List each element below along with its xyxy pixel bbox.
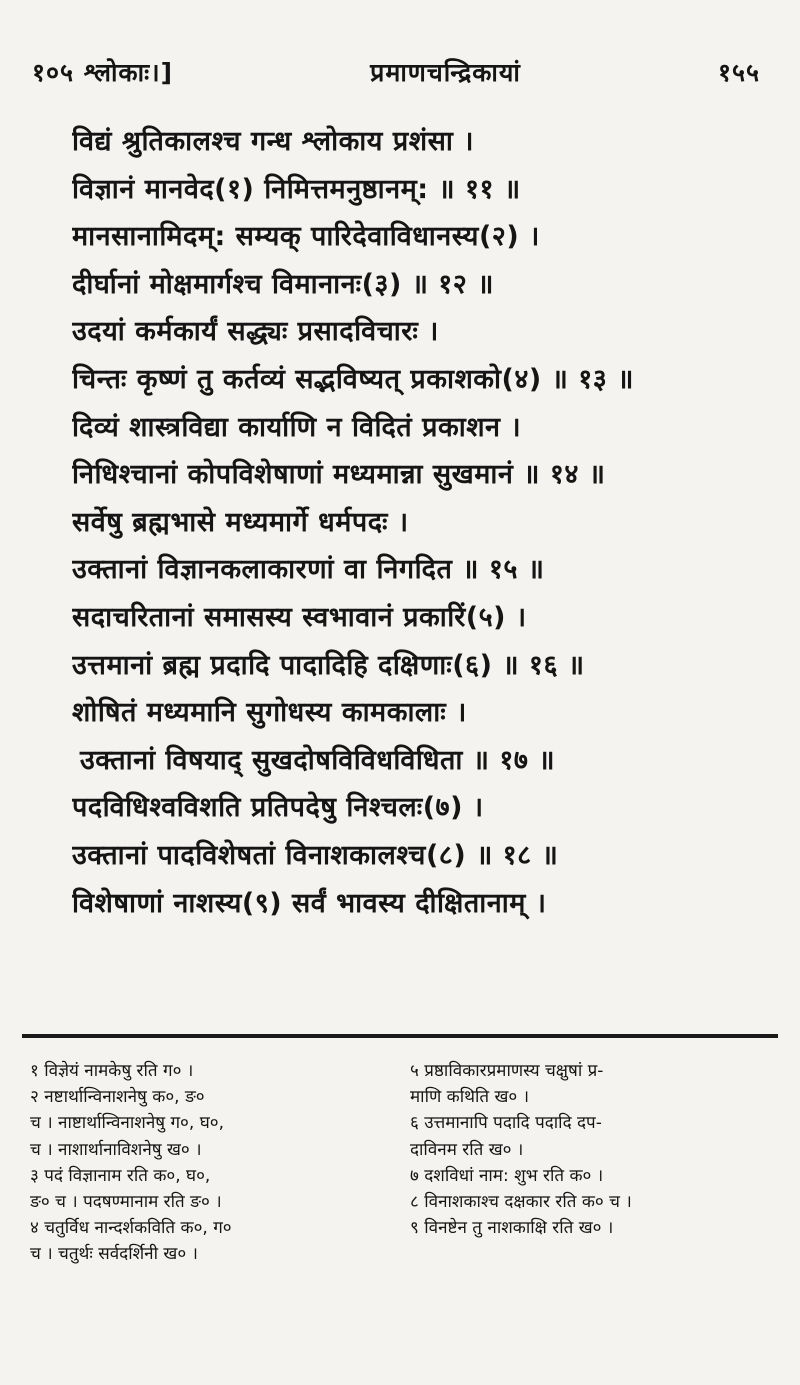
header-title: प्रमाणचन्द्रिकायां	[370, 58, 521, 87]
footnote-line: ५ प्रष्ठाविकारप्रमाणस्य चक्षुषां प्र-	[410, 1061, 604, 1081]
running-header	[32, 52, 760, 92]
footnote-line: ९ विनष्टेन तु नाशकाक्षि रति ख० ।	[410, 1218, 614, 1239]
footnote-line: ८ विनाशकाश्च दक्षकार रति क० च ।	[410, 1191, 632, 1212]
footnote-line: च । चतुर्थः सर्वदर्शिनी ख० ।	[30, 1244, 198, 1265]
verse-line: विशेषाणां नाशस्य(९) सर्वं भावस्य दीक्षितानाम् ।	[72, 887, 547, 919]
verse-line: सर्वेषु ब्रह्मभासे मध्यमार्गे धर्मपदः ।	[72, 506, 409, 538]
footnote-separator-rule	[22, 1034, 778, 1038]
footnote-line: १ विज्ञेयं नामकेषु रति ग० ।	[30, 1061, 194, 1081]
footnote-line: ४ चतुर्विध नान्दर्शकविति क०, ग०	[30, 1218, 232, 1239]
verse-line: सदाचरितानां समासस्य स्वभावानं प्रकारिं(५) ।	[72, 601, 527, 633]
footnote-line: च । नाष्टार्थान्विनाशनेषु ग०, घ०,	[30, 1113, 224, 1134]
verse-line: चिन्तः कृष्णं तु कर्तव्यं सद्भविष्यत् प्रकाशको(४) ॥ १३ ॥	[72, 363, 634, 395]
verse-line: उत्तमानां ब्रह्म प्रदादि पादादिहि दक्षिणाः(६) ॥ १६ ॥	[72, 649, 585, 681]
footnote-line: ङ० च । पदषण्मानाम रति ङ० ।	[30, 1191, 222, 1212]
footnote-line: च । नाशार्थानाविशनेषु ख० ।	[30, 1139, 202, 1160]
footnotes-left-column	[30, 1058, 390, 1268]
verse-line: उक्तानां विषयाद् सुखदोषविविधविधिता ॥ १७ ॥	[80, 744, 556, 776]
verse-line: पदविधिश्वविशति प्रतिपदेषु निश्चलः(७) ।	[72, 792, 484, 824]
verse-block	[72, 118, 730, 927]
verse-line: उदयां कर्मकार्यं सद्ध्यः प्रसादविचारः ।	[72, 316, 439, 348]
verse-line: उक्तानां पादविशेषतां विनाशकालश्च(८) ॥ १८ ॥	[72, 839, 559, 871]
footnote-line: २ नष्टार्थान्विनाशनेषु क०, ङ०	[30, 1087, 205, 1108]
verse-line: विद्यं श्रुतिकालश्च गन्ध श्लोकाय प्रशंसा ।	[72, 126, 474, 157]
footnotes-right-column	[410, 1058, 770, 1268]
verse-line: शोषितं मध्यमानि सुगोधस्य कामकालाः ।	[72, 697, 467, 729]
footnote-line: ३ पदं विज्ञानाम रति क०, घ०,	[30, 1165, 211, 1186]
verse-line: उक्तानां विज्ञानकलाकारणां वा निगदित ॥ १५ ॥	[72, 554, 545, 586]
header-page-number: १५५	[717, 58, 760, 87]
verse-line: दिव्यं शास्त्रविद्या कार्याणि न विदितं प्रकाशन ।	[72, 411, 522, 443]
header-page-ref: १०५ श्लोकाः।]	[32, 58, 174, 87]
footnote-line: ७ दशविधां नाम: शुभ रति क० ।	[410, 1165, 604, 1186]
verse-line: दीर्घानां मोक्षमार्गश्च विमानानः(३) ॥ १२ ॥	[72, 268, 494, 300]
footnote-line: ६ उत्तमानापि पदादि पदादि दप-	[410, 1113, 602, 1134]
verse-line: निधिश्चानां कोपविशेषाणां मध्यमान्ना सुखमानं ॥ १४ ॥	[72, 459, 606, 491]
verse-line: विज्ञानं मानवेद(१) निमित्तमनुष्ठानम्: ॥ ११ ॥	[72, 173, 521, 205]
footnote-line: माणि कथिति ख० ।	[410, 1087, 530, 1108]
verse-line: मानसानामिदम्: सम्यक् पारिदेवाविधानस्य(२) ।	[72, 221, 540, 253]
footnote-line: दाविनम रति ख० ।	[410, 1139, 524, 1160]
footnotes	[30, 1058, 770, 1268]
